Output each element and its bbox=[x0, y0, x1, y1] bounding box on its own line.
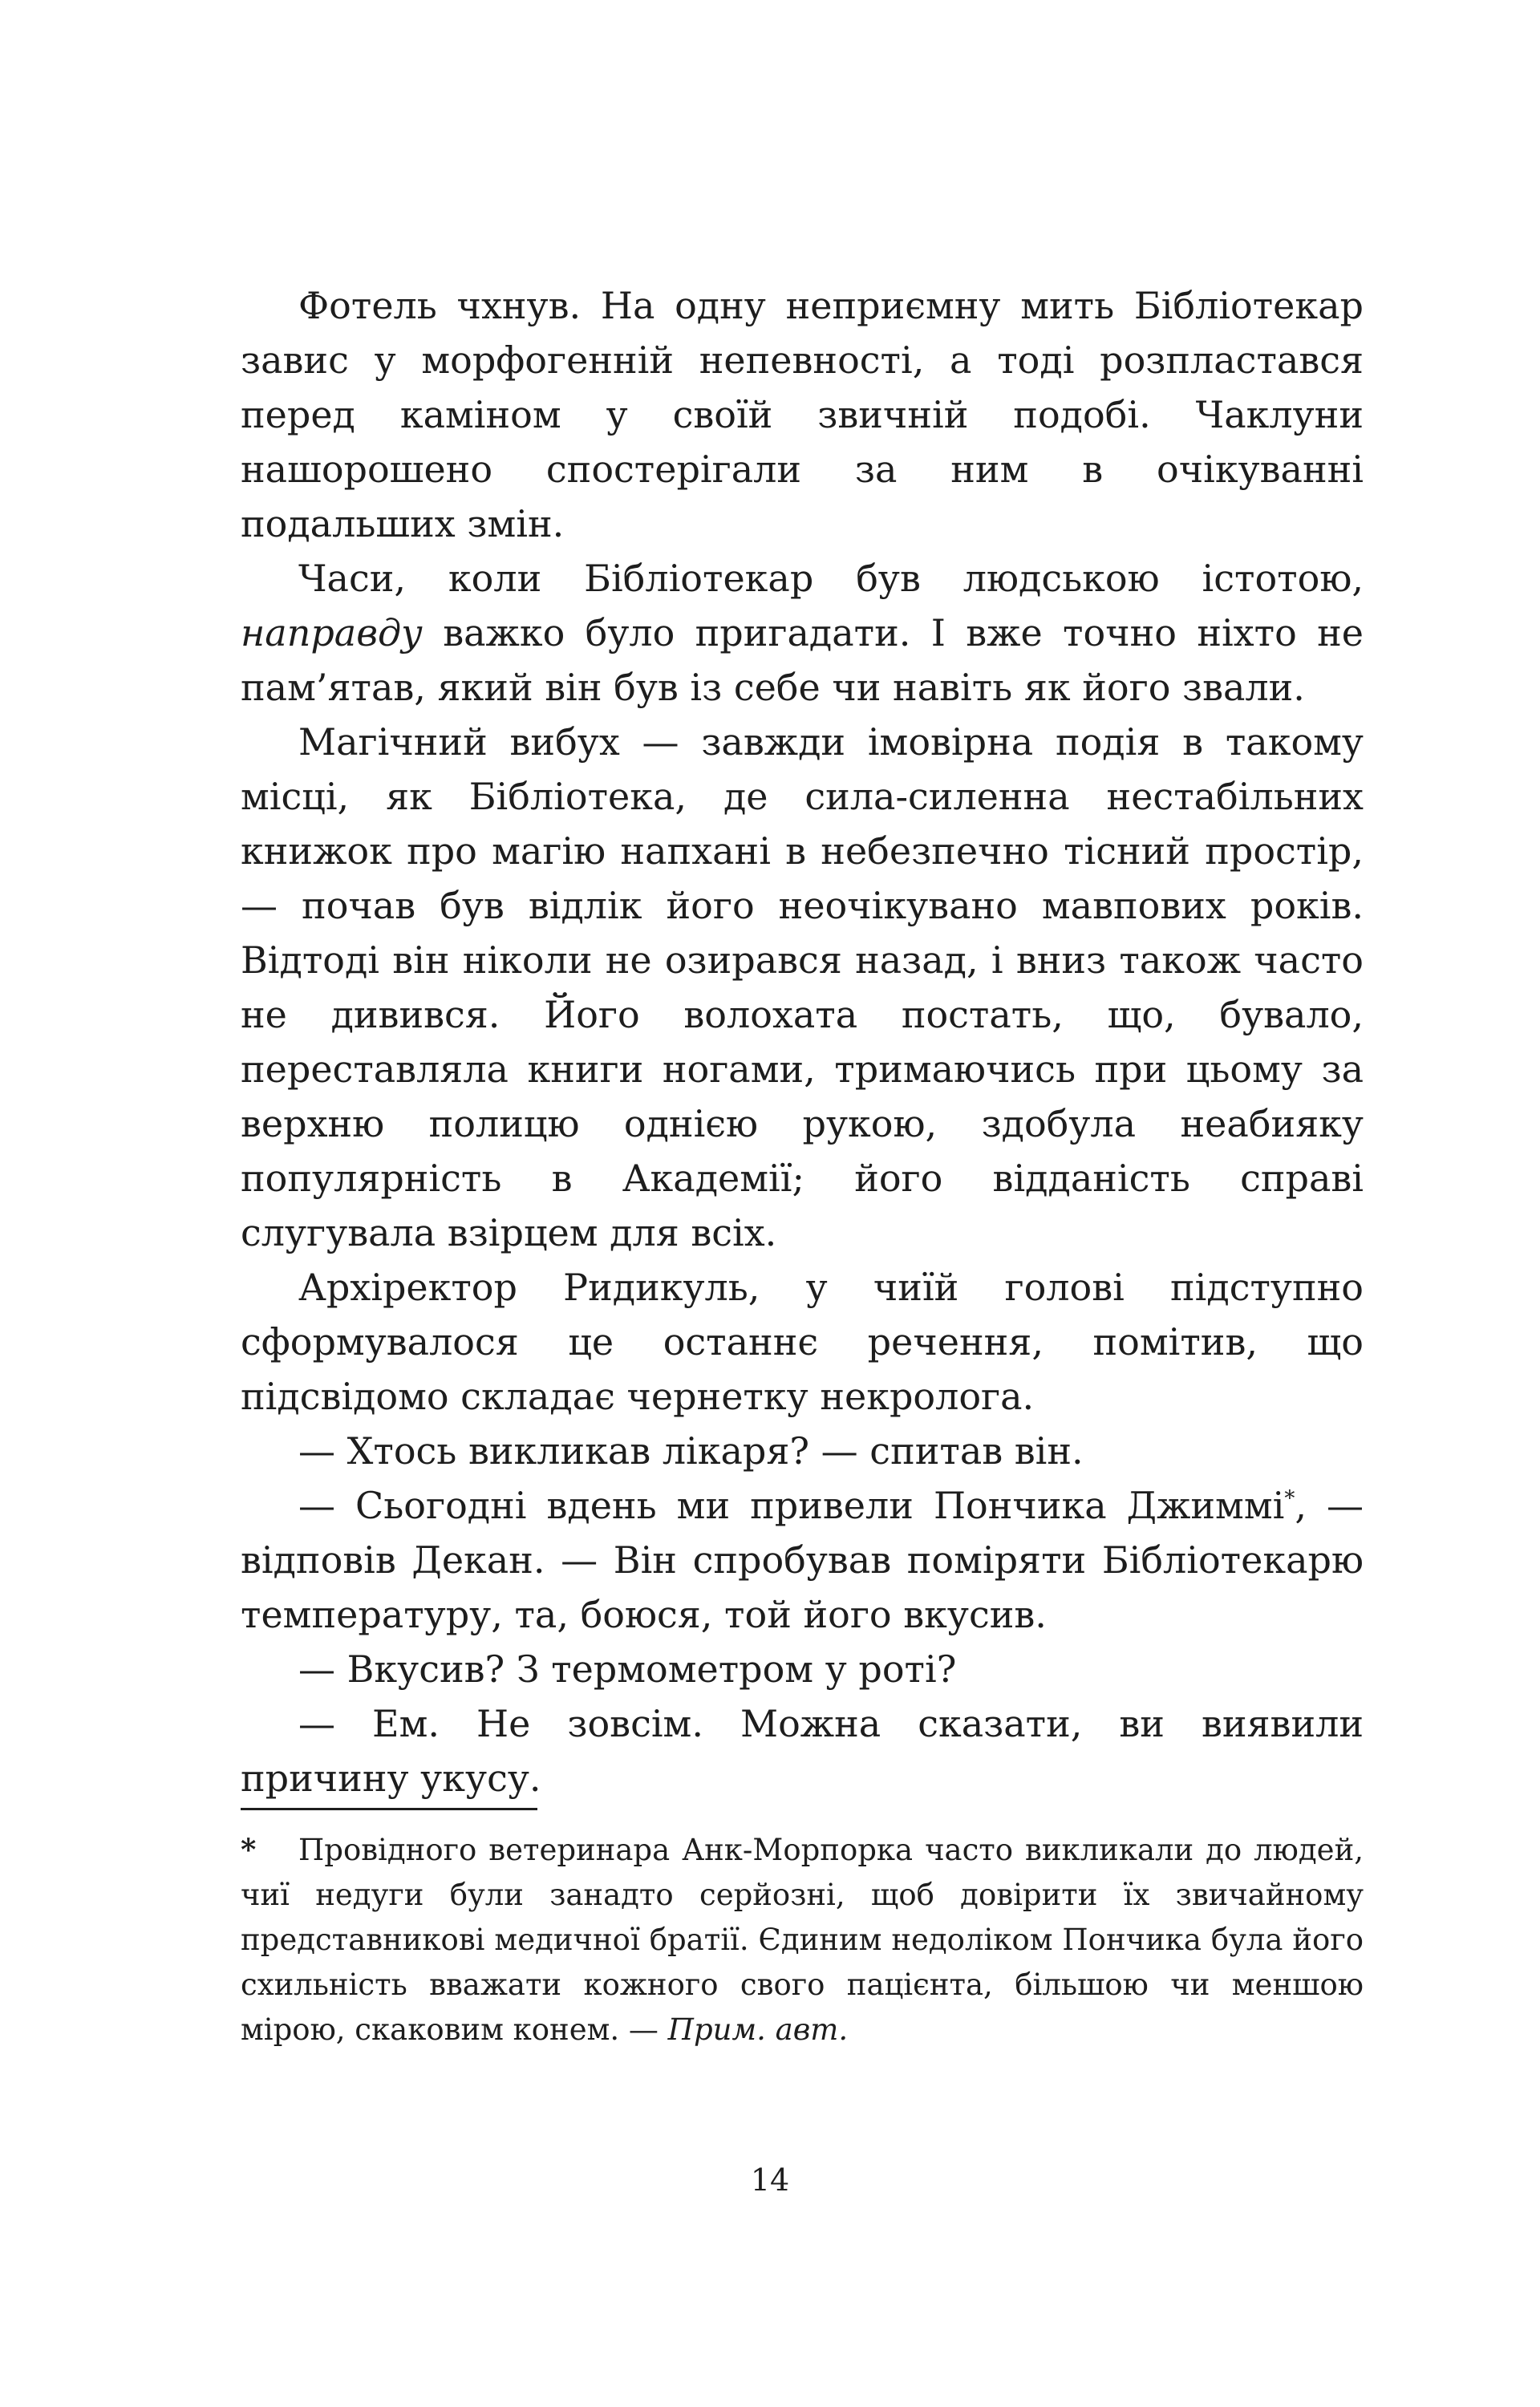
paragraph-3: Магічний вибух — завжди імовірна подія в такому місці, як Бібліотека, де сила-силенна нестабільних книжок про магію напхані в небезпечно тісний простір, — почав був відлік його неочікувано мавпових років. Відтоді він ніколи не озирався назад, і вниз також часто не дивився. Його волохата постать, що, бувало, переставляла книги ногами, тримаючись при цьому за верхню полицю однією рукою, здобула неабияку популярність в Академії; його відданість справі слугувала взірцем для всіх. bbox=[241, 720, 1364, 1254]
paragraph-2: Часи, коли Бібліотекар був людською істотою, направду важко було пригадати. І вже точно ніхто не пам’ятав, який він був із себе чи навіть як його звали. bbox=[241, 557, 1364, 709]
page-number: 14 bbox=[750, 2162, 790, 2198]
dialogue-line-2: — Сьогодні вдень ми привели Пончика Джиммі*, — відповів Декан. — Він спробував поміряти Бібліотекарю температуру, та, боюся, той його вкусив. bbox=[241, 1484, 1364, 1636]
dialogue-line-3: — Вкусив? З термометром у роті? bbox=[298, 1647, 957, 1691]
footnote-mark: * bbox=[241, 1832, 257, 1867]
emphasis: направду bbox=[241, 611, 423, 654]
dialogue-line-4: — Ем. Не зовсім. Можна сказати, ви виявили причину укусу. bbox=[241, 1702, 1364, 1800]
dialogue-line-1: — Хтось викликав лікаря? — спитав він. bbox=[298, 1429, 1084, 1473]
main-text bbox=[241, 278, 1364, 1805]
footnote bbox=[241, 1827, 1364, 2052]
footnote-reference[interactable]: * bbox=[1284, 1486, 1295, 1511]
paragraph-4: Архіректор Ридикуль, у чиїй голові підступно сформувалося це останнє речення, помітив, що підсвідомо складає чернетку некролога. bbox=[241, 1266, 1364, 1418]
footnote-text: Провідного ветеринара Анк-Морпорка часто викликали до людей, чиї недуги були занадто серйозні, щоб довірити їх звичайному представникові медичної братії. Єдиним недоліком Пончика була його схильність вважати кожного свого пацієнта, більшою чи меншою мірою, скаковим конем. — bbox=[241, 1833, 1364, 2047]
footnote-divider bbox=[241, 1808, 537, 1810]
paragraph-1: Фотель чхнув. На одну неприємну мить Бібліотекар завис у морфогенній непевності, а тоді розпластався перед каміном у своїй звичній подобі. Чаклуни нашорошено спостерігали за ним в очікуванні подальших змін. bbox=[241, 284, 1364, 545]
footnote-attribution: Прим. авт. bbox=[667, 2012, 849, 2047]
